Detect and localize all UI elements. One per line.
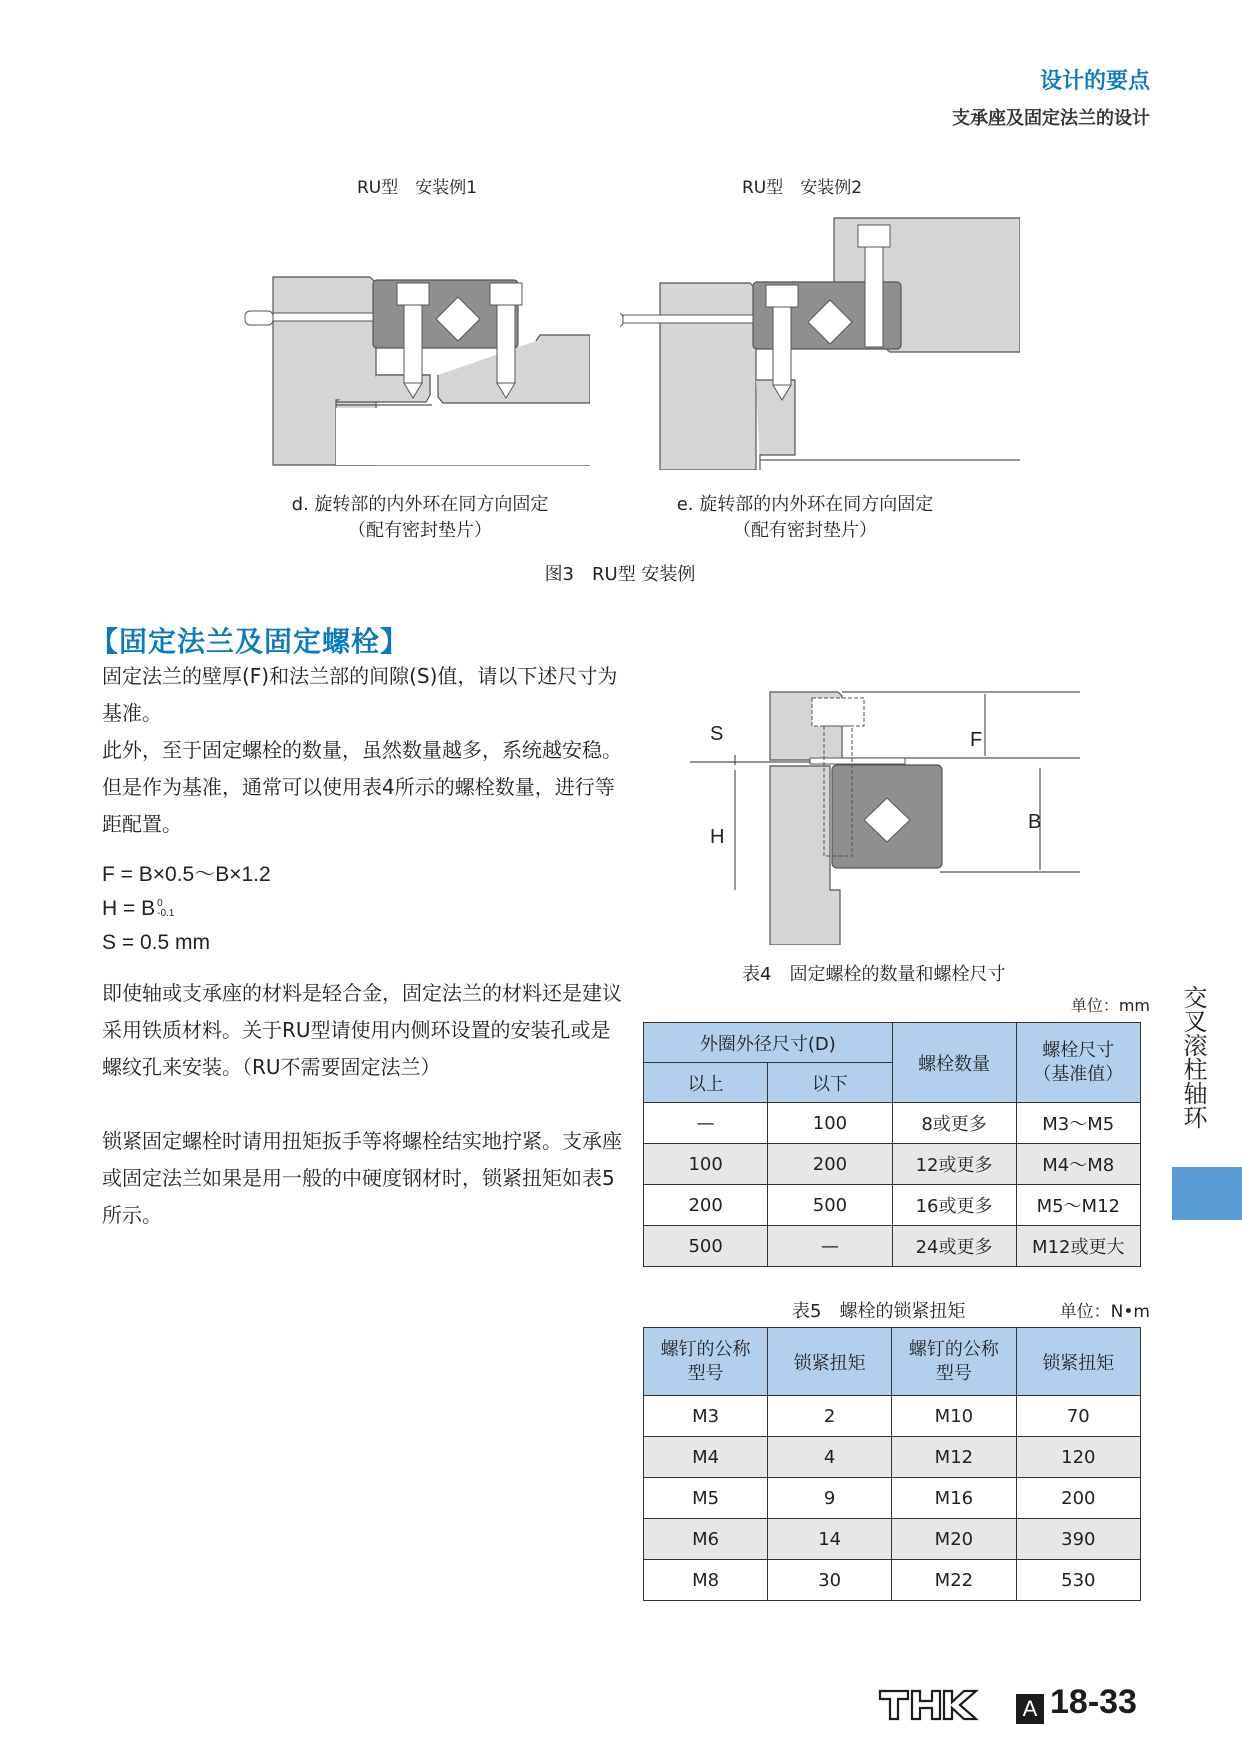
caption-e-line2: （配有密封垫片）: [733, 520, 877, 541]
formula-f: F = B×0.5～B×1.2: [102, 863, 271, 886]
formula-h-tolerance: [157, 899, 174, 919]
caption-e-line1: e. 旋转部的内外环在同方向固定: [676, 494, 934, 515]
cell-torque: 200: [1016, 1478, 1140, 1519]
cell-model: M22: [892, 1560, 1016, 1601]
cell-count: 8或更多: [892, 1103, 1016, 1144]
table-row: [644, 1396, 1141, 1437]
cell-below: 100: [768, 1103, 892, 1144]
tightening-torque-table: [643, 1327, 1141, 1601]
cell-torque: 9: [768, 1478, 892, 1519]
flange-dimension-drawing: [690, 690, 1080, 945]
chapter-side-tab-marker: [1172, 1167, 1242, 1220]
cell-below: 500: [768, 1185, 892, 1226]
cell-torque: 390: [1016, 1519, 1140, 1560]
cell-above: 500: [644, 1226, 768, 1267]
installation-example-2-drawing: [620, 200, 1020, 470]
table-row: [644, 1560, 1141, 1601]
header-bolt-size-line1: 螺栓尺寸: [1042, 1039, 1115, 1061]
cell-model: M3: [644, 1396, 768, 1437]
cell-model: M20: [892, 1519, 1016, 1560]
cell-torque: 14: [768, 1519, 892, 1560]
header-model-2: [892, 1328, 1016, 1396]
table-row: [644, 1437, 1141, 1478]
tolerance-lower: -0.1: [157, 908, 175, 920]
label-b: B: [1028, 811, 1042, 833]
header-above: 以上: [644, 1063, 768, 1103]
paragraph-1: 固定法兰的壁厚(F)和法兰部的间隙(S)值，请以下述尺寸为基准。: [102, 664, 618, 725]
section-subheading: 支承座及固定法兰的设计: [952, 108, 1150, 129]
bolt-count-table: [643, 1022, 1141, 1267]
table-row: [644, 1144, 1141, 1185]
thk-logo: [878, 1688, 980, 1722]
header-model-1: [644, 1328, 768, 1396]
cell-model: M8: [644, 1560, 768, 1601]
caption-e: [645, 492, 965, 544]
table5-title: 表5 螺栓的锁紧扭矩: [792, 1301, 966, 1322]
tolerance-upper: 0: [157, 898, 163, 910]
table-row: [644, 1185, 1141, 1226]
formula-h-prefix: H = B: [102, 897, 156, 920]
caption-d: [260, 492, 580, 544]
header-below: 以下: [768, 1063, 892, 1103]
example1-label: RU型 安装例1: [357, 178, 478, 198]
paragraph-4: 锁紧固定螺栓时请用扭矩扳手等将螺栓结实地拧紧。支承座或固定法兰如果是用一般的中硬度钢材时，锁紧扭矩如表5所示。: [102, 1129, 622, 1227]
table-row: [644, 1226, 1141, 1267]
cell-model: M5: [644, 1478, 768, 1519]
chapter-side-tab-label: 交叉滚柱轴环: [1179, 985, 1207, 1129]
figure3-title: 图3 RU型 安装例: [544, 564, 696, 585]
header-bolt-count: 螺栓数量: [892, 1023, 1016, 1103]
cell-model: M16: [892, 1478, 1016, 1519]
installation-example-1-drawing: [240, 265, 590, 470]
cell-count: 12或更多: [892, 1144, 1016, 1185]
label-f: F: [970, 729, 983, 751]
cell-below: 200: [768, 1144, 892, 1185]
header-model-line2: 型号: [687, 1362, 724, 1384]
cell-count: 16或更多: [892, 1185, 1016, 1226]
caption-d-line1: d. 旋转部的内外环在同方向固定: [291, 494, 549, 515]
table5-unit: 单位：N•m: [1059, 1302, 1150, 1322]
section-badge: A: [1016, 1694, 1044, 1724]
header-model-line1: 螺钉的公称: [660, 1338, 751, 1360]
example2-label: RU型 安装例2: [742, 178, 863, 198]
formula-h: [102, 892, 174, 926]
cell-torque: 4: [768, 1437, 892, 1478]
table4-unit: 单位：mm: [1070, 996, 1150, 1015]
section-heading: 设计的要点: [1039, 69, 1150, 94]
table4-title: 表4 固定螺栓的数量和螺栓尺寸: [742, 964, 1006, 985]
header-torque-2: 锁紧扭矩: [1016, 1328, 1140, 1396]
header-bolt-size-line2: （基准值）: [1033, 1063, 1124, 1085]
cell-torque: 30: [768, 1560, 892, 1601]
header-model-line2: 型号: [935, 1362, 972, 1384]
page-number: 18-33: [1050, 1683, 1137, 1721]
cell-model: M10: [892, 1396, 1016, 1437]
header-bolt-size: [1016, 1023, 1140, 1103]
formula-s: S = 0.5 mm: [102, 931, 210, 954]
cell-model: M12: [892, 1437, 1016, 1478]
cell-model: M4: [644, 1437, 768, 1478]
paragraph-3: 即使轴或支承座的材料是轻合金，固定法兰的材料还是建议采用铁质材料。关于RU型请使用内侧环设置的安装孔或是螺纹孔来安装。（RU不需要固定法兰）: [102, 981, 622, 1079]
cell-size: M3～M5: [1016, 1103, 1140, 1144]
cell-torque: 120: [1016, 1437, 1140, 1478]
section-title: 【固定法兰及固定螺栓】: [90, 625, 410, 658]
caption-d-line2: （配有密封垫片）: [348, 520, 492, 541]
cell-above: 200: [644, 1185, 768, 1226]
label-h: H: [710, 826, 725, 848]
cell-size: M12或更大: [1016, 1226, 1140, 1267]
cell-count: 24或更多: [892, 1226, 1016, 1267]
label-s: S: [710, 723, 724, 745]
cell-above: 100: [644, 1144, 768, 1185]
cell-size: M5～M12: [1016, 1185, 1140, 1226]
cell-model: M6: [644, 1519, 768, 1560]
cell-below: —: [768, 1226, 892, 1267]
cell-torque: 530: [1016, 1560, 1140, 1601]
header-outer-diameter: 外圈外径尺寸(D): [644, 1023, 893, 1063]
cell-above: —: [644, 1103, 768, 1144]
cell-size: M4～M8: [1016, 1144, 1140, 1185]
paragraph-2: 此外，至于固定螺栓的数量，虽然数量越多，系统越安稳。但是作为基准，通常可以使用表4所示的螺栓数量，进行等距配置。: [102, 738, 622, 836]
table-row: [644, 1478, 1141, 1519]
table-row: [644, 1519, 1141, 1560]
cell-torque: 70: [1016, 1396, 1140, 1437]
header-model-line1: 螺钉的公称: [908, 1338, 999, 1360]
header-torque-1: 锁紧扭矩: [768, 1328, 892, 1396]
cell-torque: 2: [768, 1396, 892, 1437]
table-row: [644, 1103, 1141, 1144]
